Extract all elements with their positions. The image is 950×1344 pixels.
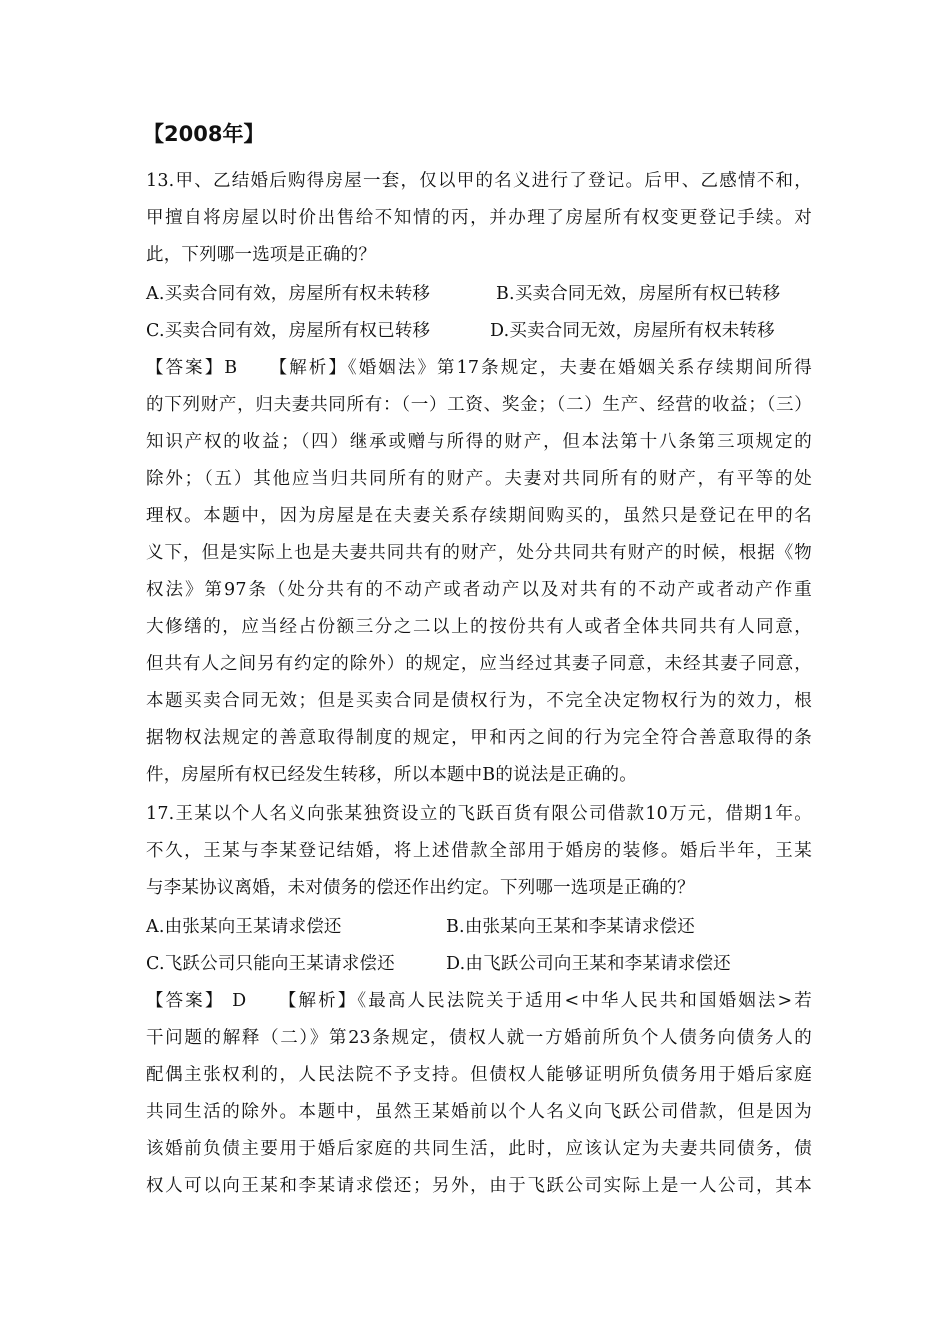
q17-stem-line: 与李某协议离婚，未对债务的偿还作出约定。下列哪一选项是正确的？ (146, 878, 695, 898)
q13-option-a: A.买卖合同有效，房屋所有权未转移 (146, 284, 431, 304)
q13-option-d: D.买卖合同无效，房屋所有权未转移 (490, 321, 775, 341)
q13-explanation-line: 据物权法规定的善意取得制度的规定，甲和丙之间的行为完全符合善意取得的条 (146, 728, 812, 748)
q13-explanation-line: 义下，但是实际上也是夫妻共同共有的财产，处分共同共有财产的时候，根据《物 (146, 543, 812, 563)
q13-stem-line: 此，下列哪一选项是正确的？ (146, 245, 377, 265)
q17-explanation-line: 权人可以向王某和李某请求偿还；另外，由于飞跃公司实际上是一人公司，其本 (146, 1176, 812, 1196)
q17-explanation-line: 配偶主张权利的，人民法院不予支持。但债权人能够证明所负债务用于婚后家庭 (146, 1065, 812, 1085)
q13-option-b: B.买卖合同无效，房屋所有权已转移 (496, 284, 781, 304)
q13-explanation-line: 但共有人之间另有约定的除外）的规定，应当经过其妻子同意，未经其妻子同意， (146, 654, 812, 674)
q13-explanation-line: 理权。本题中，因为房屋是在夫妻关系存续期间购买的，虽然只是登记在甲的名 (146, 506, 812, 526)
q13-explanation-line: 除外；（五）其他应当归共同所有的财产。夫妻对共同所有的财产，有平等的处 (146, 469, 812, 489)
q13-explanation-line: 权法》第97条（处分共有的不动产或者动产以及对共有的不动产或者动产作重 (146, 580, 812, 600)
q13-explanation-line: 件，房屋所有权已经发生转移，所以本题中B的说法是正确的。 (146, 765, 637, 785)
q17-explanation-line: 共同生活的除外。本题中，虽然王某婚前以个人名义向飞跃公司借款，但是因为 (146, 1102, 812, 1122)
q17-explanation-line: 该婚前负债主要用于婚后家庭的共同生活，此时，应该认定为夫妻共同债务，债 (146, 1139, 812, 1159)
q13-explanation-line: 的下列财产，归夫妻共同所有：（一）工资、奖金；（二）生产、经营的收益；（三） (146, 395, 812, 415)
q17-stem-line: 不久，王某与李某登记结婚，将上述借款全部用于婚房的装修。婚后半年，王某 (146, 841, 812, 861)
q13-stem-line: 甲擅自将房屋以时价出售给不知情的丙，并办理了房屋所有权变更登记手续。对 (146, 208, 812, 228)
q17-explanation-line: 干问题的解释（二）》第23条规定，债权人就一方婚前所负个人债务向债务人的 (146, 1028, 812, 1048)
q17-answer-line: 【答案】 D 【解析】《最高人民法院关于适用<中华人民共和国婚姻法>若 (146, 991, 812, 1011)
q13-option-c: C.买卖合同有效，房屋所有权已转移 (146, 321, 431, 341)
q13-explanation-line: 大修缮的，应当经占份额三分之二以上的按份共有人或者全体共同共有人同意， (146, 617, 812, 637)
q13-explanation-line: 知识产权的收益；（四）继承或赠与所得的财产，但本法第十八条第三项规定的 (146, 432, 812, 452)
q17-option-b: B.由张某向王某和李某请求偿还 (446, 917, 695, 937)
q13-stem-line: 13.甲、乙结婚后购得房屋一套，仅以甲的名义进行了登记。后甲、乙感情不和， (146, 171, 812, 191)
q17-stem-line: 17.王某以个人名义向张某独资设立的飞跃百货有限公司借款10万元，借期1年。 (146, 804, 812, 824)
q13-answer-line: 【答案】B 【解析】《婚姻法》第17条规定，夫妻在婚姻关系存续期间所得 (146, 358, 812, 378)
q13-explanation-line: 本题买卖合同无效；但是买卖合同是债权行为，不完全决定物权行为的效力，根 (146, 691, 812, 711)
year-heading: 【2008年】 (143, 122, 265, 146)
q17-option-c: C.飞跃公司只能向王某请求偿还 (146, 954, 395, 974)
q17-option-d: D.由飞跃公司向王某和李某请求偿还 (446, 954, 731, 974)
q17-option-a: A.由张某向王某请求偿还 (146, 917, 342, 937)
